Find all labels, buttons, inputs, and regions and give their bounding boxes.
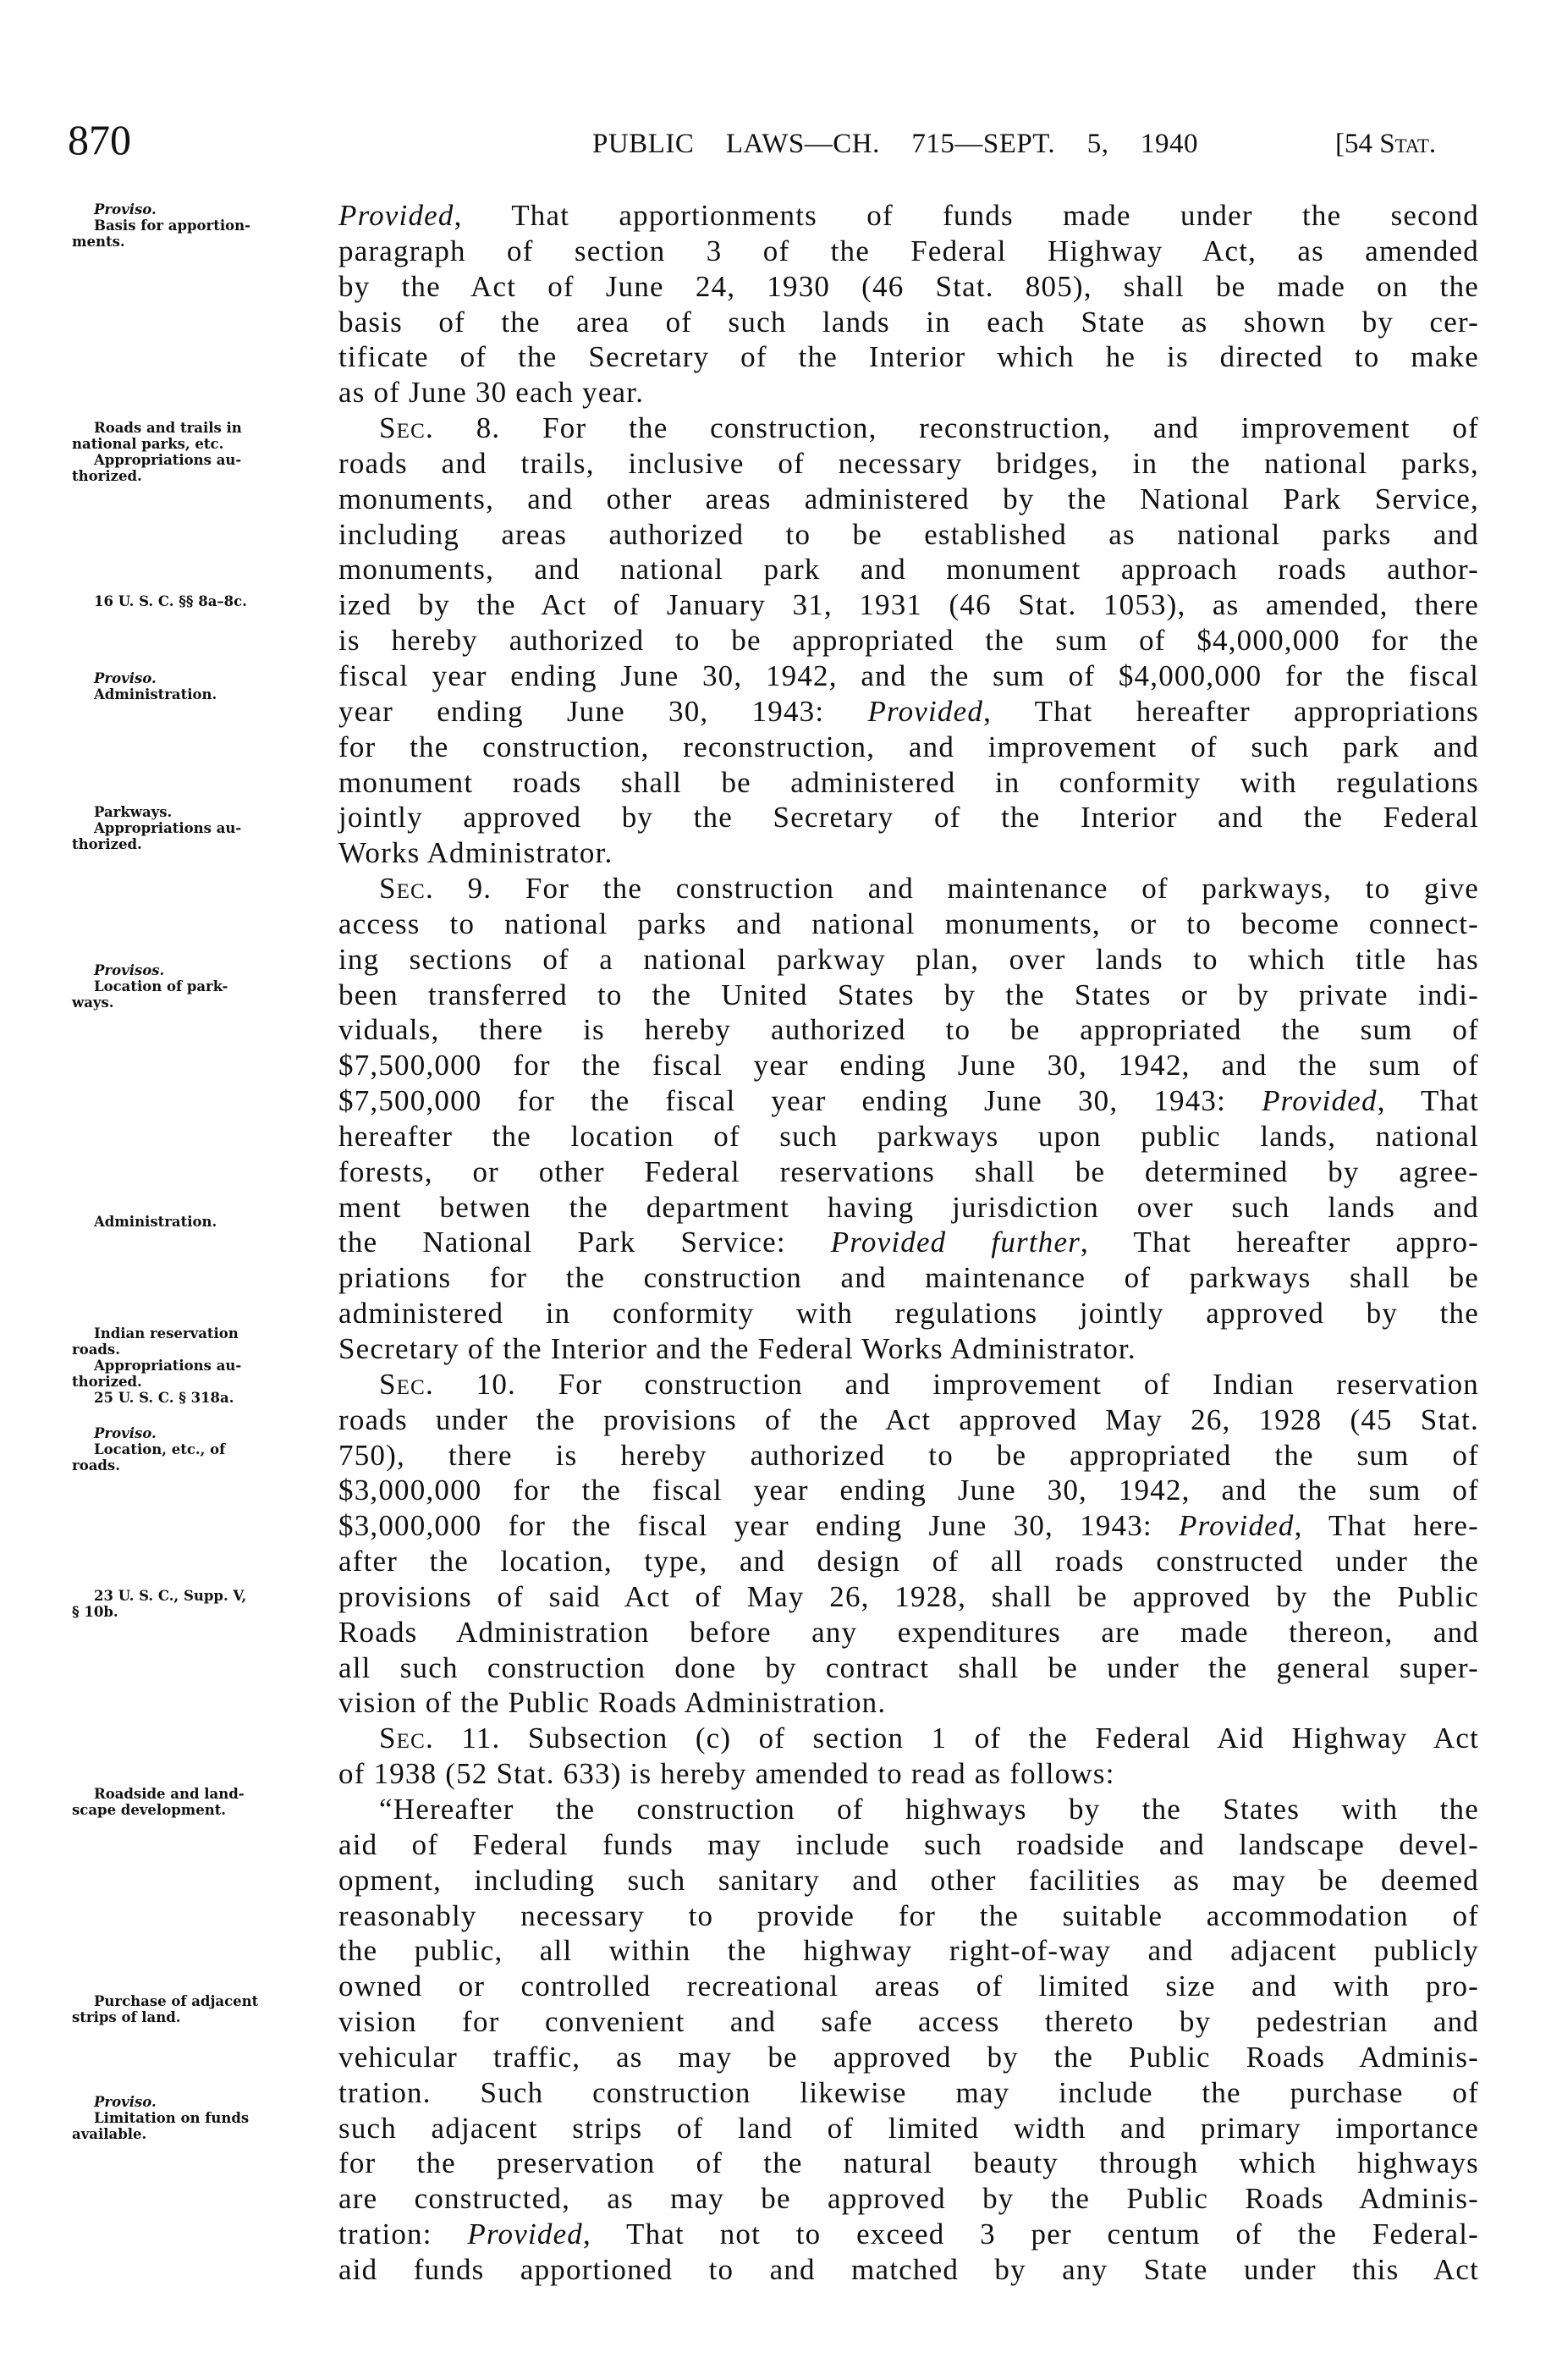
text-line (338, 942, 1479, 978)
text-line (338, 765, 1479, 801)
margin-note-line: Location of park- (94, 978, 228, 994)
text-line (338, 1402, 1479, 1438)
text-line (338, 1154, 1479, 1190)
text-line (338, 730, 1479, 765)
margin-note-line: Appropriations au- (94, 452, 242, 468)
text-line (338, 1012, 1479, 1048)
margin-note-line: Limitation on funds (94, 2110, 250, 2126)
margin-note (72, 1993, 309, 2025)
text-run: . 10. For construction and improvement of Indian reservation (426, 1367, 1479, 1401)
margin-note-line: Proviso. (94, 2094, 157, 2110)
text-run: “Hereafter the construction of highways by the States with the (379, 1792, 1479, 1826)
margin-note (72, 1214, 309, 1230)
text-line (338, 1898, 1479, 1934)
text-run: $3,000,000 for the fiscal year ending June 30, 1943: (338, 1509, 1179, 1543)
text-line (338, 2252, 1479, 2288)
text-run: . 11. Subsection (c) of section 1 of the Federal Aid Highway Act (426, 1722, 1479, 1755)
text-run: $7,500,000 for the fiscal year ending June 30, 1943: (338, 1084, 1262, 1118)
paragraph-section-11 (338, 1721, 1479, 1792)
text-line (338, 1544, 1479, 1579)
text-run: ment betwen the department having jurisdiction over such lands and (338, 1190, 1479, 1224)
text-line (338, 1225, 1479, 1260)
text-run: owned or controlled recreational areas of limited size and with pro- (338, 1970, 1479, 2003)
text-line (338, 1863, 1479, 1898)
statute-body (338, 198, 1479, 2288)
text-line (338, 1331, 1479, 1367)
text-line (338, 1083, 1479, 1119)
text-run: tration. Such construction likewise may include the purchase of (338, 2075, 1479, 2109)
margin-note (72, 420, 309, 484)
text-line (338, 339, 1479, 375)
text-line (338, 1579, 1479, 1615)
text-line (338, 1756, 1479, 1792)
italic-text: Provided (1262, 1084, 1378, 1118)
text-run: , That apportionments of funds made under the second (454, 199, 1479, 232)
text-run: Sec (379, 411, 426, 445)
margin-note (72, 593, 309, 609)
text-run: monument roads shall be administered in conformity with regulations (338, 765, 1479, 799)
margin-note-line: Proviso. (94, 1425, 157, 1441)
text-run: forests, or other Federal reservations shall be determined by agree- (338, 1154, 1479, 1188)
margin-note (72, 670, 309, 702)
text-line (338, 1296, 1479, 1331)
margin-note-line: Location, etc., of (94, 1441, 226, 1457)
text-line (338, 978, 1479, 1013)
margin-note (72, 1786, 309, 1818)
text-run: opment, including such sanitary and other facilities as may be deemed (338, 1863, 1479, 1897)
margin-note-line: Appropriations au- (94, 1358, 242, 1374)
text-run: after the location, type, and design of all roads constructed under the (338, 1545, 1479, 1578)
page-number: 870 (68, 116, 131, 163)
text-run: tificate of the Secretary of the Interior which he is directed to make (338, 340, 1479, 374)
margin-note-line: available. (72, 2126, 147, 2142)
margin-note-line: Administration. (94, 1214, 217, 1230)
margin-note-line: Indian reservation (94, 1325, 239, 1342)
text-line (338, 2004, 1479, 2040)
text-line (338, 658, 1479, 694)
paragraph-section-9 (338, 871, 1479, 1367)
text-run: ing sections of a national parkway plan, over lands to which title has (338, 942, 1479, 976)
text-run: fiscal year ending June 30, 1942, and the sum of $4,000,000 for the fiscal (338, 658, 1479, 692)
text-run: tration: (338, 2217, 468, 2251)
text-run: hereafter the location of such parkways upon public lands, national (338, 1119, 1479, 1153)
text-run: by the Act of June 24, 1930 (46 Stat. 805), shall be made on the (338, 269, 1479, 303)
text-line (338, 1969, 1479, 2004)
text-run: 750), there is hereby authorized to be appropriated the sum of (338, 1438, 1479, 1472)
margin-note-line: thorized. (72, 836, 142, 852)
text-line (338, 1473, 1479, 1508)
text-run: aid funds apportioned to and matched by any State under this Act (338, 2252, 1479, 2286)
text-run: administered in conformity with regulations jointly approved by the (338, 1297, 1479, 1330)
text-run: basis of the area of such lands in each State as shown by cer- (338, 305, 1479, 339)
margin-note-line: Proviso. (94, 670, 157, 686)
italic-text: Provided further (830, 1226, 1081, 1259)
text-line (338, 1508, 1479, 1544)
text-run: vehicular traffic, as may be approved by the Public Roads Adminis- (338, 2040, 1479, 2074)
text-run: reasonably necessary to provide for the suitable accommodation of (338, 1898, 1479, 1932)
text-run: . 9. For the construction and maintenance of parkways, to give (426, 872, 1479, 906)
margin-note (72, 804, 309, 852)
text-run: all such construction done by contract shall be under the general super- (338, 1650, 1479, 1684)
margin-note-line: scape development. (72, 1802, 227, 1818)
text-run: . 8. For the construction, reconstruction, and improvement of (426, 411, 1479, 445)
text-line (338, 2217, 1479, 2252)
paragraph-section-8 (338, 410, 1479, 871)
text-line (338, 1367, 1479, 1402)
text-line (338, 1933, 1479, 1969)
margin-note-line: 16 U. S. C. §§ 8a–8c. (94, 593, 247, 609)
text-line (338, 587, 1479, 623)
text-line (338, 835, 1479, 871)
margin-note-line: Provisos. (94, 962, 165, 978)
text-line (338, 1190, 1479, 1226)
running-head: PUBLIC LAWS—CH. 715—SEPT. 5, 1940 (592, 129, 1198, 159)
margin-note (72, 201, 309, 250)
text-run: Secretary of the Interior and the Federal Works Administrator. (338, 1332, 1136, 1365)
text-run: of 1938 (52 Stat. 633) is hereby amended to read as follows: (338, 1757, 1115, 1791)
text-line (338, 446, 1479, 482)
text-run: Works Administrator. (338, 836, 613, 870)
text-line (338, 1260, 1479, 1296)
text-line (338, 1721, 1479, 1756)
text-run: , That hereafter appropriations (983, 694, 1480, 728)
text-run: for the preservation of the natural beauty through which highways (338, 2146, 1479, 2180)
text-line (338, 2040, 1479, 2075)
text-run: Roads Administration before any expenditures are made thereon, and (338, 1615, 1479, 1649)
text-run: year ending June 30, 1943: (338, 694, 868, 728)
margin-note (72, 962, 309, 1011)
margin-note-line: ments. (72, 234, 125, 250)
volume-reference (1335, 127, 1462, 161)
text-run: provisions of said Act of May 26, 1928, shall be approved by the Public (338, 1579, 1479, 1613)
margin-note-line: Basis for apportion- (94, 218, 250, 234)
text-run: Sec (379, 1367, 426, 1401)
text-line (338, 800, 1479, 835)
statute-label: Stat. (1379, 129, 1437, 159)
text-line (338, 694, 1479, 730)
text-line (338, 871, 1479, 906)
margin-note (72, 1588, 309, 1620)
text-line (338, 1048, 1479, 1083)
text-line (338, 1650, 1479, 1686)
margin-note-line: Appropriations au- (94, 820, 242, 836)
paragraph-section-10 (338, 1367, 1479, 1721)
text-run: Sec (379, 872, 426, 906)
italic-text: Provided (467, 2217, 584, 2251)
margin-note (72, 1325, 309, 1406)
text-line (338, 552, 1479, 587)
text-run: including areas authorized to be established as national parks and (338, 517, 1479, 551)
text-run: monuments, and other areas administered by the National Park Service, (338, 482, 1479, 515)
text-line (338, 2181, 1479, 2217)
text-run: vision of the Public Roads Administration. (338, 1686, 887, 1720)
margin-note-line: § 10b. (72, 1604, 118, 1620)
text-line (338, 517, 1479, 553)
italic-text: Provided (867, 694, 984, 728)
text-line (338, 305, 1479, 340)
text-run: are constructed, as may be approved by the Public Roads Adminis- (338, 2182, 1479, 2216)
text-run: ized by the Act of January 31, 1931 (46 Stat. 1053), as amended, there (338, 588, 1479, 622)
margin-note-line: thorized. (72, 1374, 142, 1390)
margin-note-line: strips of land. (72, 2009, 181, 2025)
italic-text: Provided (1178, 1509, 1295, 1543)
margin-note-line: 25 U. S. C. § 318a. (94, 1390, 234, 1406)
margin-note-line: roads. (72, 1457, 120, 1474)
text-run: Sec (379, 1722, 426, 1755)
paragraph-proviso-apportionments (338, 198, 1479, 410)
text-line (338, 375, 1479, 410)
margin-note-line: Proviso. (94, 201, 157, 218)
text-line (338, 623, 1479, 658)
margin-note-line: thorized. (72, 468, 142, 484)
text-line (338, 269, 1479, 305)
margin-note-line: Administration. (94, 686, 217, 702)
margin-note-line: roads. (72, 1342, 120, 1358)
text-line (338, 1615, 1479, 1650)
margin-note-line: national parks, etc. (72, 436, 224, 452)
text-line (338, 482, 1479, 517)
text-run: , That (1377, 1084, 1479, 1118)
text-run: aid of Federal funds may include such roadside and landscape devel- (338, 1827, 1479, 1861)
text-run: , That hereafter appro- (1081, 1226, 1480, 1259)
text-line (338, 906, 1479, 942)
text-line (338, 1792, 1479, 1827)
text-line (338, 2111, 1479, 2146)
margin-note (72, 1425, 309, 1474)
text-run: access to national parks and national monuments, or to become connect- (338, 906, 1479, 940)
margin-note-line: ways. (72, 994, 114, 1011)
margin-note-line: Purchase of adjacent (94, 1993, 259, 2009)
text-line (338, 1827, 1479, 1863)
italic-text: Provided (338, 199, 454, 232)
text-line (338, 2075, 1479, 2111)
text-run: been transferred to the United States by the States or by private indi- (338, 978, 1479, 1011)
text-run: such adjacent strips of land of limited width and primary importance (338, 2111, 1479, 2145)
text-run: , That here- (1294, 1509, 1479, 1543)
text-run: , That not to exceed 3 per centum of the Federal- (583, 2217, 1479, 2251)
text-run: roads under the provisions of the Act approved May 26, 1928 (45 Stat. (338, 1402, 1479, 1436)
text-run: as of June 30 each year. (338, 376, 645, 410)
text-line (338, 198, 1479, 234)
text-run: the public, all within the highway right-of-way and adjacent publicly (338, 1934, 1479, 1968)
text-line (338, 234, 1479, 269)
text-line (338, 2146, 1479, 2181)
text-line (338, 1685, 1479, 1721)
text-run: $3,000,000 for the fiscal year ending June 30, 1942, and the sum of (338, 1474, 1479, 1507)
paragraph-amended-text (338, 1792, 1479, 2288)
text-run: monuments, and national park and monument approach roads author- (338, 553, 1479, 587)
text-run: viduals, there is hereby authorized to be appropriated the sum of (338, 1013, 1479, 1047)
text-line (338, 1119, 1479, 1154)
text-run: for the construction, reconstruction, and improvement of such park and (338, 730, 1479, 763)
text-run: jointly approved by the Secretary of the Interior and the Federal (338, 801, 1479, 835)
text-run: is hereby authorized to be appropriated the sum of $4,000,000 for the (338, 624, 1479, 658)
margin-note-line: 23 U. S. C., Supp. V, (94, 1588, 247, 1604)
text-run: vision for convenient and safe access thereto by pedestrian and (338, 2005, 1479, 2039)
margin-note-line: Roads and trails in (94, 420, 242, 436)
text-run: paragraph of section 3 of the Federal Highway Act, as amended (338, 234, 1479, 267)
text-run: $7,500,000 for the fiscal year ending June 30, 1942, and the sum of (338, 1049, 1479, 1083)
margin-note-line: Parkways. (94, 804, 173, 820)
volume-number: [54 (1335, 129, 1380, 159)
margin-note-line: Roadside and land- (94, 1786, 245, 1802)
text-run: priations for the construction and maintenance of parkways shall be (338, 1261, 1479, 1295)
margin-note (72, 2094, 309, 2142)
text-run: the National Park Service: (338, 1226, 831, 1259)
text-line (338, 410, 1479, 446)
text-line (338, 1438, 1479, 1474)
text-run: roads and trails, inclusive of necessary bridges, in the national parks, (338, 446, 1479, 480)
